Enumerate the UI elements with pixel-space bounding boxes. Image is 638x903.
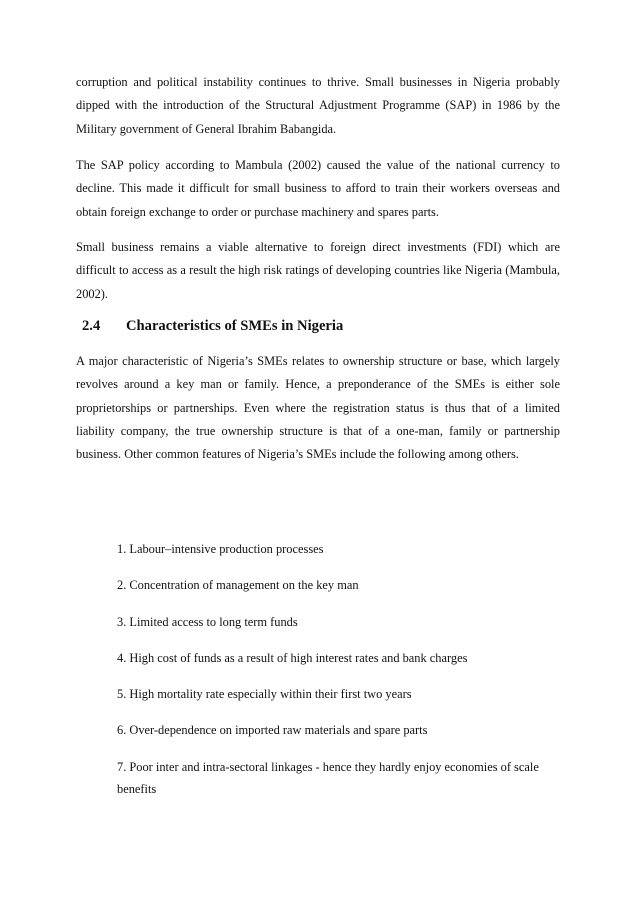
features-list — [117, 538, 562, 800]
paragraph-sap-policy: The SAP policy according to Mambula (2002) caused the value of the national currency to decline. This made it difficult for small business to afford to train their workers overseas and obtain foreign exchange to order or purchase machinery and spares parts. — [76, 158, 560, 219]
section-number: 2.4 — [82, 318, 101, 334]
paragraph-sap-introduction: corruption and political instability continues to thrive. Small businesses in Nigeria probably dipped with the introduction of the Structural Adjustment Programme (SAP) in 1986 by the Military government of General Ibrahim Babangida. — [76, 75, 560, 136]
list-item: 3. Limited access to long term funds — [117, 614, 298, 629]
list-item: 6. Over-dependence on imported raw materials and spare parts — [117, 723, 428, 738]
section-intro-paragraph: A major characteristic of Nigeria’s SMEs relates to ownership structure or base, which largely revolves around a key man or family. Hence, a preponderance of the SMEs is either sole proprietorships or partnerships. Even where the registration status is thus that of a limited liability company, the true ownership structure is that of a one-man, family or partnership business. Other common features of Nigeria’s SMEs include the following among others. — [76, 354, 560, 462]
list-item: 7. Poor inter and intra-sectoral linkages - hence they hardly enjoy economies of scale benefits — [117, 759, 539, 796]
paragraph-fdi-alternative: Small business remains a viable alternative to foreign direct investments (FDI) which are difficult to access as a result the high risk ratings of developing countries like Nigeria (Mambula, 2002). — [76, 240, 560, 301]
list-item: 4. High cost of funds as a result of high interest rates and bank charges — [117, 650, 468, 665]
list-item: 5. High mortality rate especially within their first two years — [117, 687, 412, 702]
section-title: Characteristics of SMEs in Nigeria — [126, 318, 344, 334]
list-item: 2. Concentration of management on the key man — [117, 578, 359, 593]
list-item: 1. Labour–intensive production processes — [117, 542, 324, 556]
section-heading — [82, 318, 343, 335]
